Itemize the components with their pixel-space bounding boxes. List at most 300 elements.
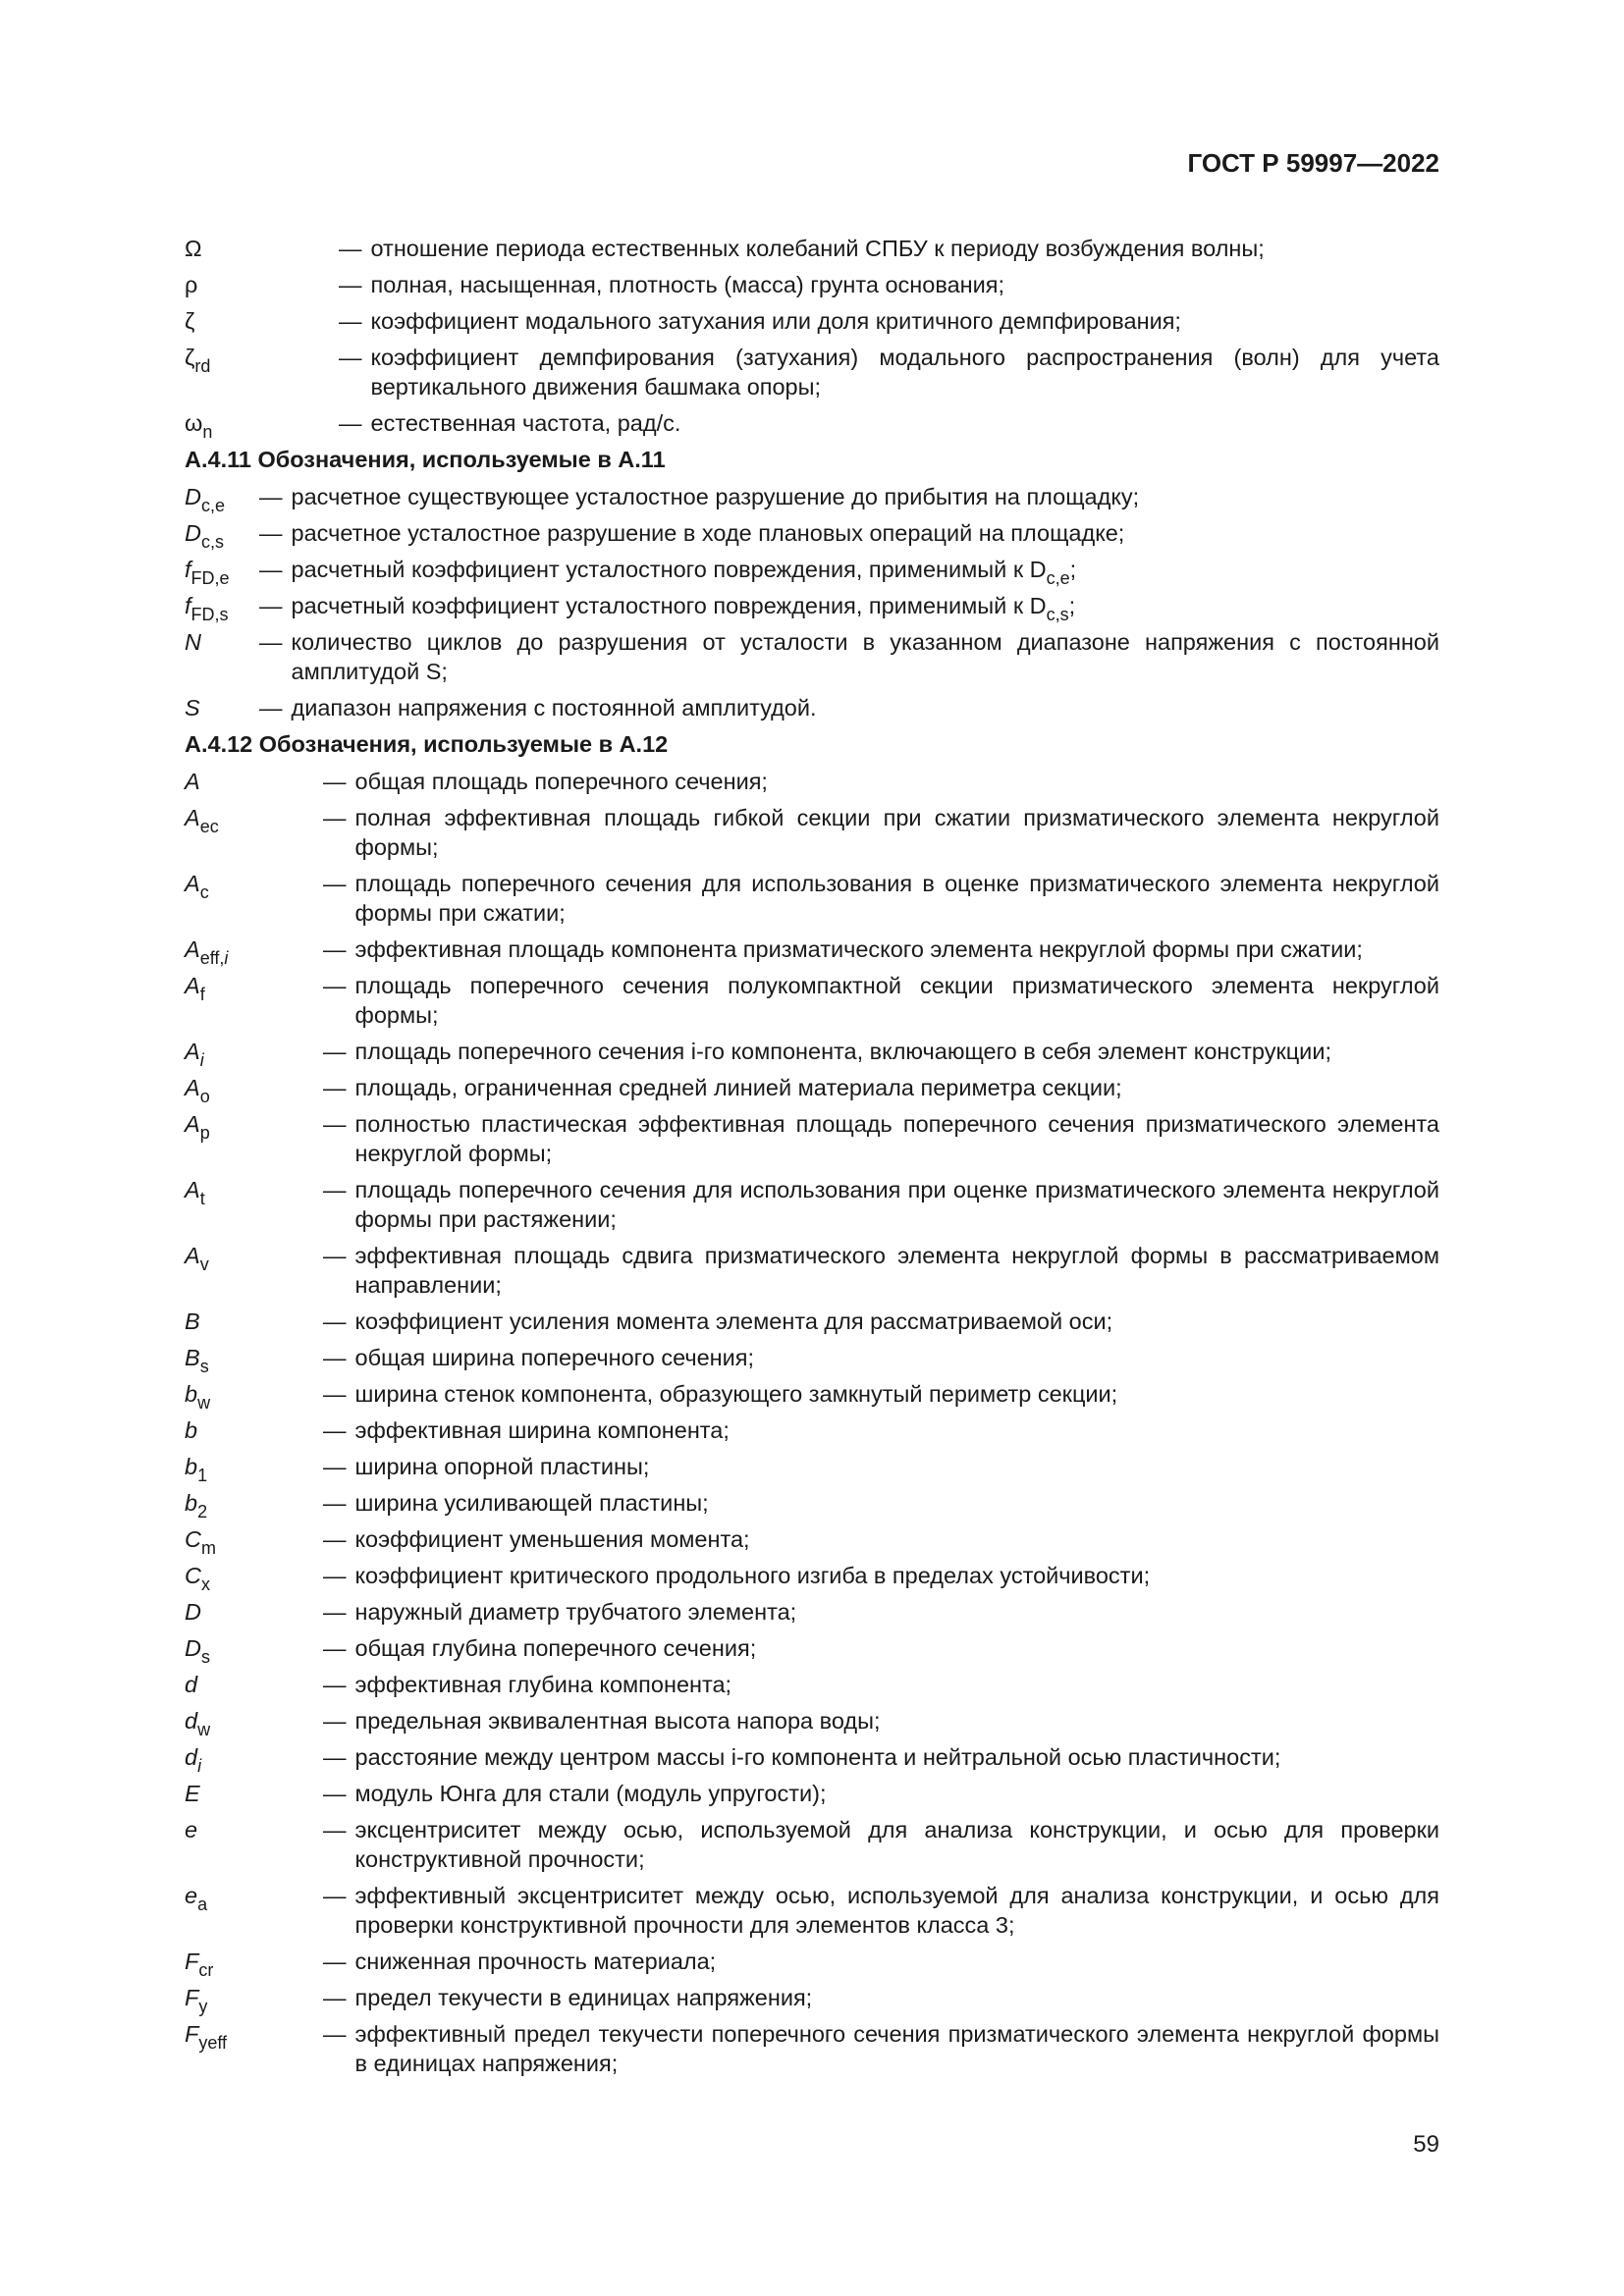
- symbol-row: [185, 1073, 1439, 1106]
- symbol: [185, 408, 339, 442]
- subscript-text: FD,s: [190, 605, 229, 624]
- symbol-definition: [291, 555, 1440, 588]
- symbol-definition: [355, 1343, 1440, 1372]
- em-dash: —: [339, 308, 362, 334]
- symbol-definition: [355, 1073, 1440, 1102]
- em-dash: —: [323, 1883, 347, 1908]
- section-heading-a412: А.4.12 Обозначения, используемые в А.12: [185, 731, 669, 757]
- symbol-definition: [371, 408, 1440, 438]
- symbol-definition: [355, 1633, 1440, 1663]
- em-dash: —: [323, 1985, 347, 2010]
- symbol: [185, 971, 323, 1004]
- symbol-letter: A: [185, 973, 200, 998]
- em-dash: —: [259, 484, 283, 509]
- symbol: [185, 1706, 323, 1739]
- definition-subscript: c,e: [1046, 568, 1070, 588]
- symbol: [185, 518, 259, 552]
- symbol: [185, 1779, 323, 1808]
- definition-text: площадь поперечного сечения i-го компонента, включающего в себя элемент конструкции;: [354, 1039, 1331, 1064]
- em-dash: —: [339, 410, 362, 436]
- symbol-subscript: [200, 1087, 210, 1106]
- symbol-letter: A: [185, 1177, 200, 1202]
- symbol-letter: A: [185, 1111, 200, 1137]
- symbol-letter: A: [185, 1039, 200, 1064]
- symbol-letter: N: [185, 629, 201, 655]
- symbol: [185, 1881, 323, 1914]
- definition-text: коэффициент критического продольного изгиба в пределах устойчивости;: [354, 1563, 1151, 1588]
- symbol-letter: C: [185, 1563, 201, 1588]
- symbol-row: [185, 1597, 1439, 1627]
- symbol-letter: ζ: [185, 308, 195, 334]
- symbol-row: [185, 1947, 1439, 1980]
- symbol-definition: [355, 869, 1440, 928]
- definition-text: отношение периода естественных колебаний СПБУ к периоду возбуждения волны;: [370, 236, 1265, 261]
- subscript-text: w: [197, 1393, 211, 1413]
- symbol-definition: [355, 1947, 1440, 1976]
- symbol-definition: [355, 1597, 1440, 1627]
- symbol: [185, 1815, 323, 1844]
- symbol: [185, 343, 339, 376]
- definition-text: общая площадь поперечного сечения;: [354, 769, 768, 794]
- symbol-row: [185, 306, 1439, 336]
- symbol-row: [185, 934, 1439, 968]
- symbol: [185, 1561, 323, 1594]
- symbol-subscript: [194, 356, 210, 376]
- definition-text: диапазон напряжения с постоянной амплитудой.: [291, 695, 817, 721]
- symbol-letter: d: [185, 1672, 198, 1697]
- symbol-letter: S: [185, 695, 200, 721]
- symbol-row: [185, 693, 1439, 722]
- symbol-row: [185, 627, 1439, 686]
- symbol-letter: B: [185, 1308, 200, 1334]
- subscript-text: o: [199, 1087, 210, 1106]
- definition-text: ширина стенок компонента, образующего замкнутый периметр секции;: [354, 1381, 1118, 1407]
- symbol: [185, 803, 323, 836]
- symbol-letter: ω: [185, 410, 203, 436]
- symbol-definition: [355, 934, 1440, 964]
- section-heading-a411: А.4.11 Обозначения, используемые в А.11: [185, 447, 666, 472]
- subscript-text: p: [199, 1123, 210, 1143]
- symbol-subscript: [201, 1538, 216, 1558]
- symbol-row: [185, 591, 1439, 624]
- symbol: [185, 234, 339, 263]
- em-dash: —: [323, 1781, 347, 1806]
- definition-text: ширина усиливающей пластины;: [354, 1490, 709, 1516]
- definition-text: площадь поперечного сечения полукомпактной секции призматического элемента некруглой формы;: [354, 973, 1439, 1028]
- symbol-subscript: [197, 1502, 207, 1522]
- subscript-text: rd: [194, 356, 211, 376]
- symbol-subscript: [197, 1756, 201, 1776]
- symbol-subscript: [200, 948, 229, 968]
- em-dash: —: [323, 1039, 347, 1064]
- symbol-row: [185, 1815, 1439, 1874]
- symbol: [185, 1109, 323, 1143]
- symbol-subscript: [200, 1050, 204, 1070]
- symbol-row: [185, 767, 1439, 796]
- symbol-letter: C: [185, 1526, 201, 1552]
- page-number: 59: [1413, 2131, 1439, 2158]
- symbol: [185, 693, 259, 722]
- symbol-letter: f: [185, 593, 191, 618]
- symbol-subscript: [200, 1189, 205, 1208]
- symbol-letter: E: [185, 1781, 200, 1806]
- subscript-text: ec: [199, 817, 219, 836]
- symbol: [185, 306, 339, 336]
- symbol: [185, 1488, 323, 1522]
- em-dash: —: [339, 345, 362, 370]
- symbol-subscript: [200, 817, 219, 836]
- definition-text: эффективный эксцентриситет между осью, используемой для анализа конструкции, и осью для проверки конструктивной прочности для элементов класса 3;: [354, 1883, 1439, 1938]
- symbol: [185, 1241, 323, 1274]
- em-dash: —: [323, 1599, 347, 1625]
- symbol-definition: [355, 767, 1440, 796]
- symbols-list: [185, 234, 1439, 2085]
- symbol-row: [185, 1983, 1439, 2016]
- symbol: [185, 2019, 323, 2053]
- symbol-subscript: [197, 1895, 207, 1914]
- em-dash: —: [323, 936, 347, 962]
- subscript-index: i: [197, 1756, 202, 1776]
- definition-text: ширина опорной пластины;: [354, 1454, 650, 1479]
- symbol-definition: [355, 1815, 1440, 1874]
- symbol-subscript: [201, 496, 225, 515]
- em-dash: —: [323, 871, 347, 896]
- definition-text: площадь поперечного сечения для использования в оценке призматического элемента некруглой формы при сжатии;: [354, 871, 1439, 926]
- symbol-subscript: [197, 1466, 207, 1485]
- symbol-definition: [292, 693, 1440, 722]
- definition-text: количество циклов до разрушения от усталости в указанном диапазоне напряжения с постоянной амплитудой S;: [291, 629, 1439, 684]
- symbol-definition: [355, 1779, 1440, 1808]
- definition-text: площадь поперечного сечения для использования при оценке призматического элемента некруглой формы при растяжении;: [354, 1177, 1439, 1232]
- subscript-text: cr: [198, 1960, 214, 1980]
- definition-text: расчетное усталостное разрушение в ходе плановых операций на площадке;: [291, 520, 1125, 546]
- symbol-letter: b: [185, 1381, 198, 1407]
- symbol-row: [185, 1343, 1439, 1376]
- symbol-subscript: [197, 1720, 210, 1739]
- symbol-row: [185, 1633, 1439, 1667]
- symbol-row: [185, 518, 1439, 552]
- em-dash: —: [323, 1490, 347, 1516]
- em-dash: —: [323, 1243, 347, 1268]
- symbol-row: [185, 1670, 1439, 1699]
- symbol-row: [185, 408, 1439, 442]
- symbol-letter: d: [185, 1744, 198, 1770]
- symbol-definition: [355, 1670, 1440, 1699]
- symbol-row: [185, 1742, 1439, 1776]
- definition-end: ;: [1068, 593, 1076, 618]
- em-dash: —: [323, 1708, 347, 1734]
- symbol: [185, 1415, 323, 1445]
- symbol-definition: [355, 1881, 1440, 1940]
- symbol-subscript: [200, 1255, 209, 1274]
- symbol-definition: [355, 1037, 1440, 1066]
- symbol-definition: [355, 1175, 1440, 1234]
- symbol-definition: [355, 1983, 1440, 2012]
- symbol: [185, 591, 259, 624]
- document-id: ГОСТ Р 59997—2022: [1187, 148, 1439, 178]
- symbol-row: [185, 1779, 1439, 1808]
- symbol-row: [185, 482, 1439, 515]
- section-symbols-a411: [185, 482, 1439, 722]
- symbol-definition: [371, 234, 1440, 263]
- definition-text: коэффициент усиления момента элемента для рассматриваемой оси;: [354, 1308, 1113, 1334]
- subscript-text: FD,e: [190, 568, 230, 588]
- definition-text: наружный диаметр трубчатого элемента;: [354, 1599, 797, 1625]
- symbol-letter: D: [185, 484, 201, 509]
- em-dash: —: [259, 695, 283, 721]
- symbol-subscript: [201, 1575, 210, 1594]
- symbol-row: [185, 1379, 1439, 1413]
- em-dash: —: [323, 1417, 347, 1443]
- symbol: [185, 270, 339, 299]
- symbol-row: [185, 234, 1439, 263]
- symbol: [185, 482, 259, 515]
- subscript-text: c: [199, 882, 209, 902]
- subscript-index: i: [199, 1050, 204, 1070]
- symbol-definition: [355, 1561, 1440, 1590]
- symbol-row: [185, 1415, 1439, 1445]
- subscript-text: yeff: [198, 2033, 228, 2053]
- definition-text: естественная частота, рад/с.: [370, 410, 681, 436]
- subscript-text: t: [199, 1189, 205, 1208]
- symbol: [185, 555, 259, 588]
- definition-text: эффективный предел текучести поперечного сечения призматического элемента некруглой формы в единицах напряжения;: [354, 2021, 1439, 2076]
- symbol-definition: [355, 1109, 1440, 1168]
- definition-text: эксцентриситет между осью, используемой для анализа конструкции, и осью для проверки конструктивной прочности;: [354, 1817, 1439, 1872]
- symbol-letter: F: [185, 1949, 199, 1974]
- subscript-text: c,e: [200, 496, 225, 515]
- symbol: [185, 1379, 323, 1413]
- symbol-letter: e: [185, 1817, 198, 1842]
- em-dash: —: [323, 1075, 347, 1100]
- symbol-row: [185, 2019, 1439, 2078]
- subscript-text: s: [200, 1647, 210, 1667]
- symbol-row: [185, 1175, 1439, 1234]
- symbol-definition: [355, 1415, 1440, 1445]
- definition-text: эффективная площадь сдвига призматического элемента некруглой формы в рассматриваемом направлении;: [354, 1243, 1439, 1298]
- symbol: [185, 1633, 323, 1667]
- em-dash: —: [323, 1949, 347, 1974]
- definition-end: ;: [1069, 557, 1077, 582]
- symbol-row: [185, 803, 1439, 862]
- symbol-row: [185, 1561, 1439, 1594]
- symbol-letter: A: [185, 1075, 200, 1100]
- definition-text: полностью пластическая эффективная площадь поперечного сечения призматического элемента некруглой формы;: [354, 1111, 1439, 1166]
- symbol-row: [185, 1241, 1439, 1300]
- subscript-text: v: [199, 1255, 209, 1274]
- symbol-letter: f: [185, 557, 191, 582]
- symbol-letter: A: [185, 769, 200, 794]
- symbol-definition: [355, 1742, 1440, 1772]
- definition-text: полная эффективная площадь гибкой секции при сжатии призматического элемента некруглой формы;: [354, 805, 1439, 860]
- symbol-letter: b: [185, 1417, 198, 1443]
- em-dash: —: [259, 520, 283, 546]
- symbol-subscript: [201, 532, 224, 552]
- em-dash: —: [323, 1111, 347, 1137]
- em-dash: —: [323, 1817, 347, 1842]
- symbol-subscript: [201, 1647, 210, 1667]
- em-dash: —: [259, 593, 283, 618]
- symbol-letter: D: [185, 1635, 201, 1661]
- symbol: [185, 1670, 323, 1699]
- symbol-definition: [355, 1488, 1440, 1518]
- em-dash: —: [323, 1563, 347, 1588]
- symbol-row: [185, 1524, 1439, 1558]
- symbol-definition: [355, 1241, 1440, 1300]
- em-dash: —: [259, 557, 283, 582]
- symbol-definition: [291, 591, 1440, 624]
- subscript-text: c,s: [200, 532, 224, 552]
- symbol-letter: D: [185, 520, 201, 546]
- subscript-text: x: [200, 1575, 210, 1594]
- definition-text: модуль Юнга для стали (модуль упругости);: [354, 1781, 827, 1806]
- symbol-row: [185, 343, 1439, 401]
- symbol: [185, 767, 323, 796]
- symbol-row: [185, 1881, 1439, 1940]
- subscript-text: y: [198, 1997, 208, 2016]
- symbol-row: [185, 971, 1439, 1030]
- symbol: [185, 1307, 323, 1336]
- subscript-text: w: [197, 1720, 211, 1739]
- symbol-definition: [355, 1524, 1440, 1554]
- em-dash: —: [323, 1308, 347, 1334]
- symbol-letter: b: [185, 1490, 198, 1516]
- symbol-row: [185, 270, 1439, 299]
- section-symbols-a410: [185, 234, 1439, 442]
- section-symbols-a412: [185, 767, 1439, 2078]
- em-dash: —: [323, 1526, 347, 1552]
- symbol-subscript: [198, 1960, 213, 1980]
- symbol-definition: [355, 1307, 1440, 1336]
- symbol-row: [185, 869, 1439, 928]
- symbol-letter: A: [185, 871, 200, 896]
- definition-text: площадь, ограниченная средней линией материала периметра секции;: [354, 1075, 1122, 1100]
- definition-text: общая глубина поперечного сечения;: [354, 1635, 757, 1661]
- definition-text: предельная эквивалентная высота напора воды;: [354, 1708, 881, 1734]
- definition-text: эффективная площадь компонента призматического элемента некруглой формы при сжатии;: [354, 936, 1363, 962]
- subscript-text: f: [199, 985, 205, 1004]
- symbol-letter: F: [185, 2021, 199, 2047]
- em-dash: —: [323, 1454, 347, 1479]
- symbol-letter: B: [185, 1345, 200, 1370]
- symbol-definition: [292, 627, 1440, 686]
- symbol-letter: d: [185, 1708, 198, 1734]
- definition-text: предел текучести в единицах напряжения;: [354, 1985, 813, 2010]
- symbol-subscript: [200, 1357, 209, 1376]
- symbol: [185, 1983, 323, 2016]
- em-dash: —: [259, 629, 283, 655]
- symbol-definition: [371, 306, 1440, 336]
- symbol: [185, 1452, 323, 1485]
- definition-text: эффективная глубина компонента;: [354, 1672, 732, 1697]
- symbol-definition: [355, 1452, 1440, 1481]
- symbol-definition: [371, 270, 1440, 299]
- em-dash: —: [323, 973, 347, 998]
- definition-text: расчетное существующее усталостное разрушение до прибытия на площадку;: [291, 484, 1140, 509]
- definition-subscript: c,s: [1046, 605, 1069, 624]
- symbol-subscript: [200, 985, 205, 1004]
- symbol-definition: [355, 1706, 1440, 1735]
- symbol-definition: [355, 1379, 1440, 1409]
- symbol-definition: [292, 518, 1440, 548]
- symbol-row: [185, 1307, 1439, 1336]
- definition-text: общая ширина поперечного сечения;: [354, 1345, 755, 1370]
- definition-text: эффективная ширина компонента;: [354, 1417, 730, 1443]
- symbol-subscript: [197, 1393, 210, 1413]
- symbol-subscript: [191, 568, 230, 588]
- symbol-definition: [355, 971, 1440, 1030]
- symbol-row: [185, 1706, 1439, 1739]
- symbol-letter: F: [185, 1985, 199, 2010]
- symbol-definition: [355, 803, 1440, 862]
- symbol-subscript: [202, 422, 212, 442]
- em-dash: —: [323, 1635, 347, 1661]
- em-dash: —: [323, 2021, 347, 2047]
- em-dash: —: [323, 1744, 347, 1770]
- subscript-text: eff,: [199, 948, 225, 968]
- em-dash: —: [323, 805, 347, 830]
- symbol-subscript: [200, 1123, 210, 1143]
- subscript-text: 2: [197, 1502, 208, 1522]
- symbol: [185, 1947, 323, 1980]
- definition-text: коэффициент модального затухания или доля критичного демпфирования;: [370, 308, 1181, 334]
- definition-text: сниженная прочность материала;: [354, 1949, 717, 1974]
- definition-text: коэффициент уменьшения момента;: [354, 1526, 750, 1552]
- symbol: [185, 1343, 323, 1376]
- symbol-letter: D: [185, 1599, 201, 1625]
- symbol-row: [185, 555, 1439, 588]
- symbol-letter: A: [185, 805, 200, 830]
- symbol-definition: [371, 343, 1440, 401]
- symbol: [185, 1742, 323, 1776]
- symbol: [185, 869, 323, 902]
- definition-text: полная, насыщенная, плотность (масса) грунта основания;: [370, 272, 1005, 297]
- symbol-letter: Ω: [185, 236, 202, 261]
- symbol-subscript: [200, 882, 209, 902]
- symbol-row: [185, 1452, 1439, 1485]
- symbol-letter: ζ: [185, 345, 195, 370]
- em-dash: —: [323, 1672, 347, 1697]
- symbol-letter: A: [185, 1243, 200, 1268]
- symbol-row: [185, 1109, 1439, 1168]
- subscript-text: 1: [197, 1466, 208, 1485]
- em-dash: —: [323, 769, 347, 794]
- subscript-text: s: [199, 1357, 209, 1376]
- em-dash: —: [323, 1177, 347, 1202]
- symbol: [185, 1037, 323, 1070]
- symbol-subscript: [198, 2033, 227, 2053]
- definition-text: расчетный коэффициент усталостного повреждения, применимый к D: [291, 593, 1047, 618]
- em-dash: —: [323, 1381, 347, 1407]
- symbol-letter: A: [185, 936, 200, 962]
- subscript-index: i: [224, 948, 229, 968]
- em-dash: —: [339, 236, 362, 261]
- symbol: [185, 934, 323, 968]
- subscript-text: a: [197, 1895, 208, 1914]
- symbol: [185, 1597, 323, 1627]
- em-dash: —: [339, 272, 362, 297]
- symbol-row: [185, 1488, 1439, 1522]
- subscript-text: n: [202, 422, 213, 442]
- symbol-letter: e: [185, 1883, 198, 1908]
- symbol-definition: [355, 2019, 1440, 2078]
- definition-text: расстояние между центром массы i-го компонента и нейтральной осью пластичности;: [354, 1744, 1281, 1770]
- definition-text: коэффициент демпфирования (затухания) модального распространения (волн) для учета вертикального движения башмака опоры;: [370, 345, 1439, 400]
- symbol-letter: b: [185, 1454, 198, 1479]
- symbol: [185, 1073, 323, 1106]
- symbol: [185, 1175, 323, 1208]
- definition-text: расчетный коэффициент усталостного повреждения, применимый к D: [291, 557, 1047, 582]
